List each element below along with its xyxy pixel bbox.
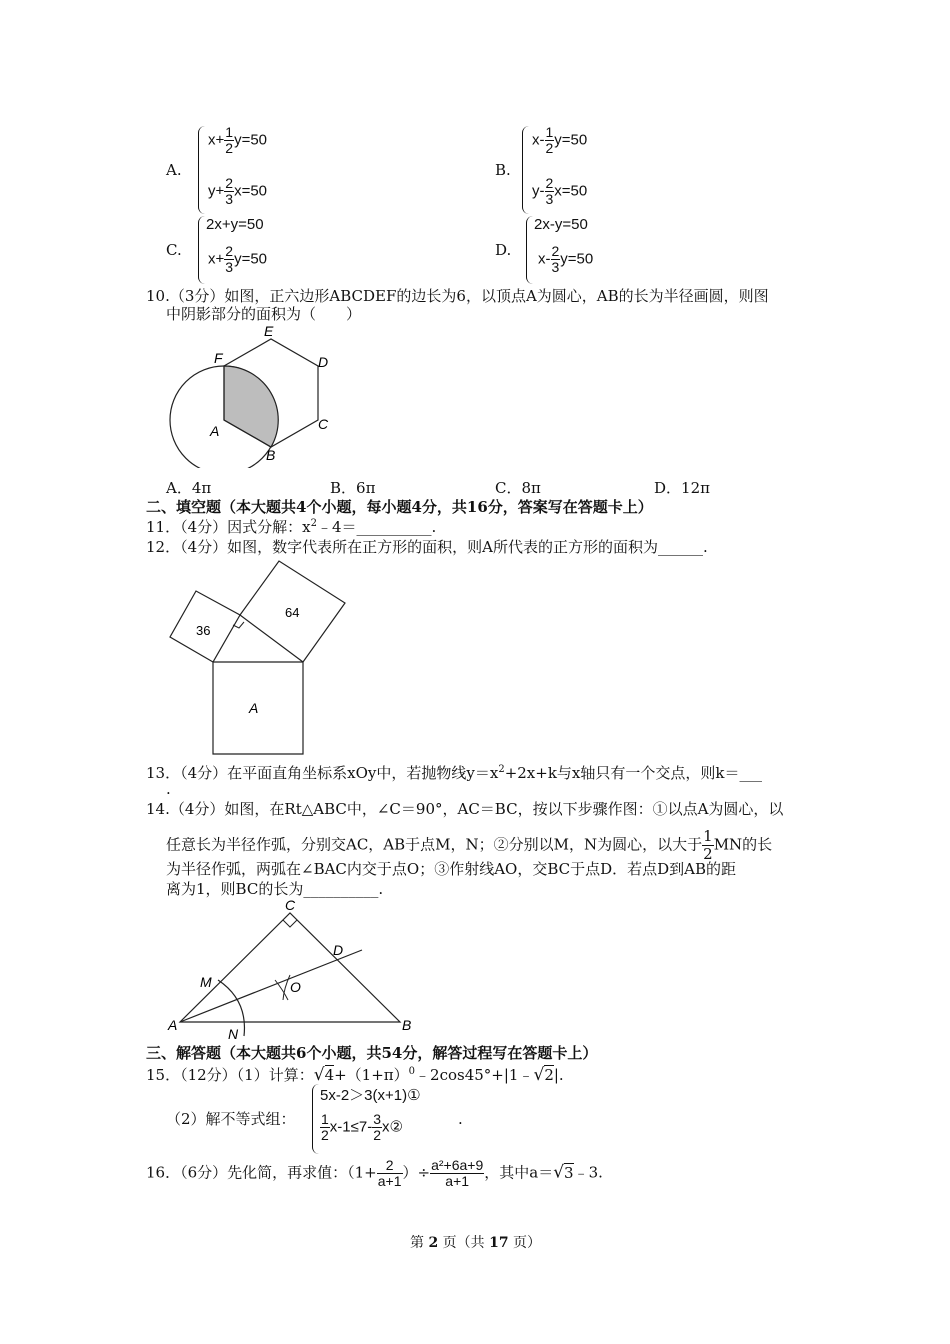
q9-a-label: A. [166,161,182,179]
q16-sqrt-sign: √ [553,1162,565,1183]
q9-a-eq1-pre: x+ [208,131,225,149]
q14-line3: 为半径作弧，两弧在∠BAC内交于点O；③作射线AO，交BC于点D．若点D到AB的距 [166,860,737,878]
q14-line4: 离为1，则BC的长为__________. [166,880,384,898]
q10-label-b: B [266,447,276,463]
q15-p1-pre: 15．（12分）（1）计算： [146,1066,314,1084]
q9-a-eq2-post: x=50 [234,182,268,200]
q15-p2-label: （2）解不等式组： [166,1110,296,1128]
q14-label-o: O [290,979,301,995]
q16-pre: 16．（6分）先化简，再求值：（1+ [146,1163,377,1182]
q9-b-eq1-num: 1 [545,124,554,140]
q9-b-eq2-post: x=50 [554,182,588,200]
q9-d-eq1: 2x-y=50 [534,216,588,233]
q16-f1-den: a+1 [377,1173,402,1189]
q15-p2-end: . [458,1110,463,1128]
q9-d-eq2-frac [551,244,561,275]
q15-ineq1: 5x-2＞3(x+1)① [320,1087,421,1104]
q15-ineq2-frac2 [372,1112,382,1143]
q16-sqrt-3: 3 [564,1163,574,1182]
q9-c-eq2-pre: x+ [208,250,225,268]
q10-option-d: D．12π [654,479,710,497]
q14-label-c: C [285,897,296,913]
q9-c-eq2-frac [224,244,234,275]
q11-post: ﹣4＝__________. [316,518,437,536]
q15-ineq2-mid: x-1≤7- [329,1118,373,1136]
q9-c-eq2-post: y=50 [234,250,268,268]
q9-b-eq1 [532,125,587,156]
q9-b-eq1-frac [545,125,555,156]
q16-f2-den: a+1 [445,1173,470,1189]
q10-option-c: C．8π [495,479,541,497]
q9-a-eq2-pre: y+ [208,182,225,200]
q16-f1-num: 2 [377,1158,403,1174]
q15-ineq2-post: x② [382,1118,403,1136]
q10-label-c: C [318,416,329,432]
q15-sqrt-2: 2 [544,1066,554,1084]
q9-c-eq1: 2x+y=50 [206,216,264,233]
q10-option-b: B．6π [330,479,376,497]
q9-a-eq2-frac [224,176,234,207]
q10-label-f: F [214,350,223,366]
q9-d-eq2 [538,244,593,275]
q16-frac1 [377,1158,403,1189]
q16-mid: ）÷ [402,1163,431,1182]
q14-arc-1 [275,980,288,1000]
q14-label-b: B [402,1017,412,1033]
q15-sqrt-sign: √ [313,1065,325,1085]
q9-b-label: B. [495,161,511,179]
q14-line2-text: 任意长为半径作弧，分别交AC，AB于点M，N；②分别以M，N为圆心，以大于 [166,835,703,854]
q14-line1: 14.（4分）如图，在Rt△ABC中，∠C＝90°，AC＝BC，按以下步骤作图：①以点A为圆心，以 [146,800,784,818]
q9-a-eq1-post: y=50 [234,131,268,149]
q15-ineq2 [320,1112,403,1143]
q15-p1-post: ﹣2cos45°+|1﹣ [415,1066,534,1084]
q16-frac2 [430,1158,484,1189]
q9-a-brace [198,126,205,214]
q9-d-brace [526,216,533,284]
q14-label-a: A [168,1017,178,1033]
q13 [146,762,762,783]
q12-label-a: A [249,700,259,716]
q15-ineq2-num2: 3 [373,1111,382,1127]
q9-a-eq1-den: 2 [225,140,234,156]
q10-line2: 中阴影部分的面积为（ ） [166,305,362,323]
q15-p1-sup: 0 [408,1066,416,1077]
footer-page-number: 2 [428,1235,439,1251]
q14-frac-num: 1 [703,827,713,845]
q15-part1 [146,1064,564,1085]
q9-a-eq2-num: 2 [225,175,234,191]
q10-shaded-sector [224,366,278,447]
q15-p1-mid: +（1+π） [334,1066,409,1084]
q10-line1: 10.（3分）如图，正六边形ABCDEF的边长为6，以顶点A为圆心，AB的长为半径画圆，则图 [146,287,769,305]
q9-c-label: C. [166,241,182,259]
q9-d-label: D. [495,241,512,259]
q11-pre: 11．（4分）因式分解：x [146,518,311,536]
q14-frac-den: 2 [703,845,713,863]
q9-b-eq1-pre: x- [532,131,545,149]
q9-a-eq1-num: 1 [225,124,234,140]
footer-pre: 第 [410,1235,429,1251]
q9-a-eq1 [208,125,267,156]
q9-b-eq2-num: 2 [545,175,554,191]
q12-label-64: 64 [285,605,300,620]
q9-b-eq2-frac [545,176,555,207]
q16-f2-num: a²+6a+9 [431,1157,484,1173]
section2-heading: 二、填空题（本大题共4个小题，每小题4分，共16分，答案写在答题卡上） [146,498,653,516]
q9-b-eq2-pre: y- [532,182,545,200]
page-footer [410,1232,541,1252]
q9-b-eq2 [532,176,587,207]
q15-sqrt-sign-2: √ [533,1065,545,1085]
q9-d-eq2-num: 2 [551,243,560,259]
q9-a-eq2-den: 3 [225,191,234,207]
q15-ineq2-num: 1 [321,1111,329,1127]
q9-c-eq2-den: 3 [225,259,234,275]
q11-sup: 2 [310,518,317,529]
q16 [146,1158,603,1189]
q9-c-eq2-num: 2 [225,243,234,259]
q15-system-brace [312,1084,319,1154]
q12-squares-figure [165,558,350,758]
q14-label-m: M [200,974,212,990]
q11 [146,516,436,537]
q9-d-eq2-den: 3 [551,259,560,275]
q16-post: ，其中a＝ [484,1163,554,1182]
q13-sup: 2 [498,764,505,775]
q9-d-eq2-pre: x- [538,250,551,268]
footer-post: 页） [508,1235,542,1251]
q9-b-eq1-den: 2 [545,140,554,156]
q9-b-eq1-post: y=50 [554,131,588,149]
q16-end: ﹣3. [573,1163,603,1182]
q15-ineq2-den2: 2 [373,1127,382,1143]
q9-a-eq2 [208,176,267,207]
q9-c-eq2 [208,244,267,275]
q14-right-angle-mark [283,920,297,927]
section3-heading: 三、解答题（本大题共6个小题，共54分，解答过程写在答题卡上） [146,1044,598,1062]
q13-continuation: . [166,780,171,798]
q10-label-d: D [318,354,329,370]
q10-hexagon-figure [160,318,350,468]
q12-text: 12．（4分）如图，数字代表所在正方形的面积，则A所代表的正方形的面积为______. [146,538,708,556]
q9-c-brace [198,216,205,284]
q14-label-n: N [228,1026,239,1042]
q9-b-brace [522,126,529,214]
q15-p1-end: |. [553,1066,564,1084]
q15-ineq2-den: 2 [321,1127,329,1143]
q10-option-a: A．4π [166,479,212,497]
q14-triangle [180,913,400,1022]
q10-label-a: A [210,423,220,439]
q14-triangle-figure [165,895,420,1045]
q13-post: +2x+k与x轴只有一个交点，则k＝___ [504,764,762,782]
footer-total-pages: 17 [489,1235,509,1251]
q14-label-d: D [333,942,344,958]
q10-label-e: E [264,323,274,339]
q14-line2-post: MN的长 [713,835,773,854]
q9-d-eq2-post: y=50 [560,250,594,268]
q13-pre: 13．（4分）在平面直角坐标系xOy中，若抛物线y＝x [146,764,499,782]
q9-a-eq1-frac [224,125,234,156]
q9-b-eq2-den: 3 [545,191,554,207]
footer-mid: 页（共 [438,1235,490,1251]
q15-ineq2-frac1 [320,1112,330,1143]
q12-label-36: 36 [196,623,211,638]
q15-sqrt-4: 4 [324,1066,335,1084]
